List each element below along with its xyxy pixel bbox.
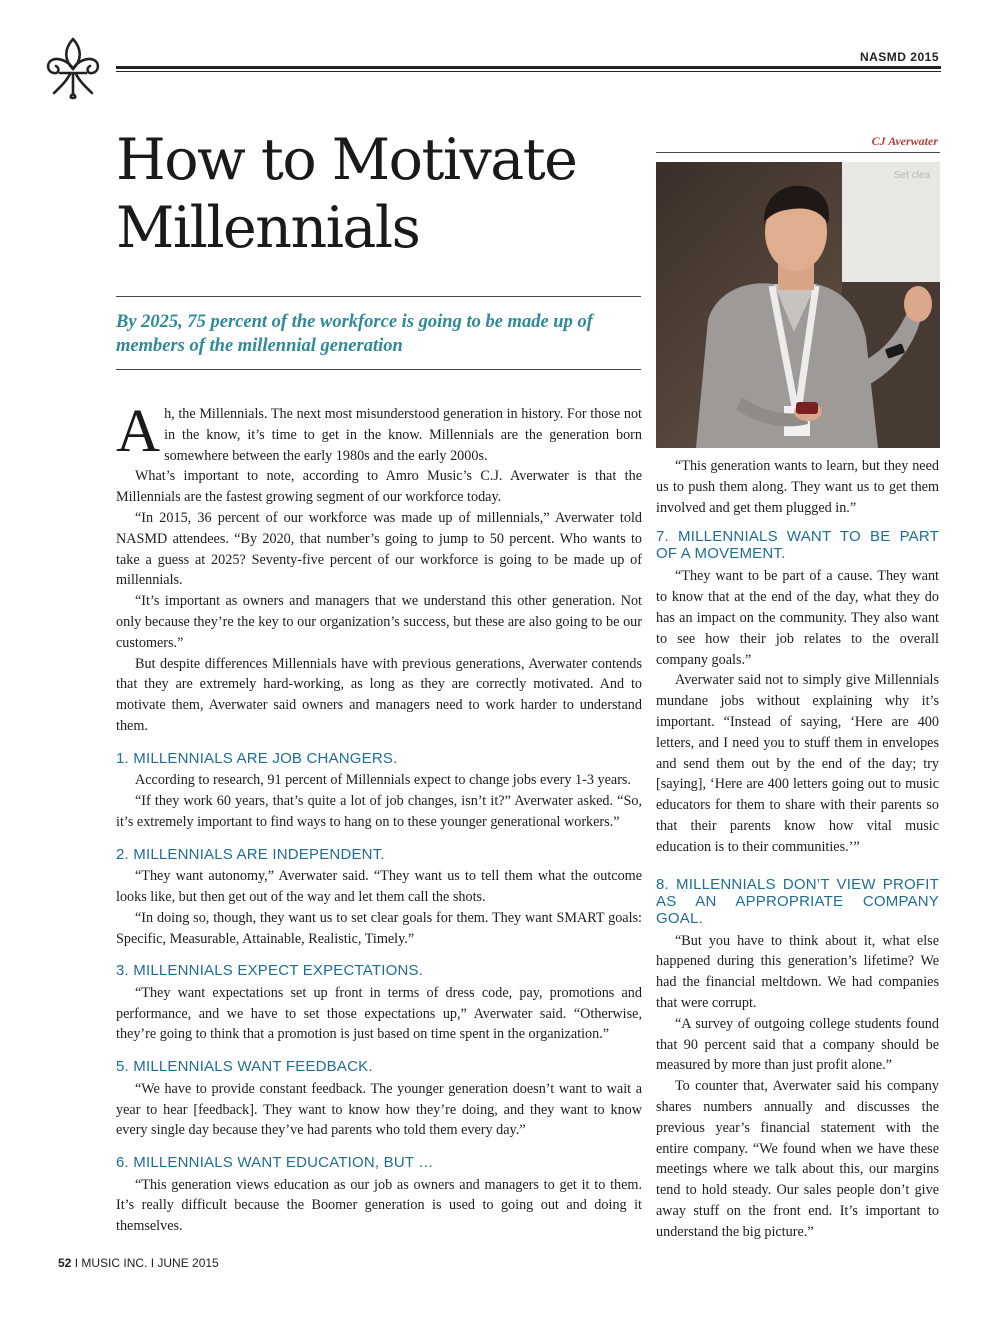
background-slide-text: Set clea <box>894 170 931 181</box>
section-2-heading: 2. MILLENNIALS ARE INDEPENDENT. <box>116 845 385 863</box>
section-1-paragraph-1: According to research, 91 percent of Millennials expect to change jobs every 1-3 years. <box>135 772 631 789</box>
page-number: 52 <box>58 1256 72 1270</box>
section-1-paragraph-2: “If they work 60 years, that’s quite a lot of job changes, isn’t it?” Averwater asked. “So, it’s extremely important to find ways to hang on to these younger generational workers.” <box>116 793 642 830</box>
header-rule-thin <box>116 71 941 72</box>
section-8-heading: 8. MILLENNIALS DON’T VIEW PROFIT AS AN APPROPRIATE COMPANY GOAL. <box>656 875 939 927</box>
speaker-photo <box>656 162 940 448</box>
intro-paragraph-4: “It’s important as owners and managers that we understand this other generation. Not only because they’re the key to our organization’s success, but these are also going to be our customers.” <box>116 593 642 651</box>
title-line-1: How to Motivate <box>116 127 577 193</box>
photo-rule <box>656 152 940 153</box>
section-6-paragraph-1: “This generation views education as our job as owners and managers to get it to them. It’s really difficult because the Boomer generation is used to going out and doing it themselves. <box>116 1176 642 1235</box>
header-rule-thick <box>116 66 941 69</box>
section-7-paragraph-2: Averwater said not to simply give Millennials mundane jobs without explaining why it’s important. “Instead of saying, ‘Here are 400 letters, and I need you to stuff them in envelopes and send them out by the end of the day; try [saying], ‘Here are 400 letters going out to music educators for them to share with their parents so that their parents know how vital music education is to their communities.’” <box>656 672 939 855</box>
photo-caption: CJ Averwater <box>871 134 938 148</box>
page-footer <box>58 1256 219 1270</box>
drop-cap: A <box>116 398 161 465</box>
section-7-paragraph-1: “They want to be part of a cause. They want to know that at the end of the day, what they do has an impact on the community. They also want to see how their job relates to the overall company goals.” <box>656 568 939 668</box>
section-2-paragraph-1: “They want autonomy,” Averwater said. “They want us to tell them what the outcome looks like, but then get out of the way and let them call the shots. <box>116 868 642 905</box>
header-section-label: NASMD 2015 <box>859 50 939 64</box>
right-paragraph-1: “This generation wants to learn, but they need us to push them along. They want us to get them involved and get them plugged in.” <box>656 458 939 516</box>
deck-rule-top <box>116 296 641 297</box>
section-1-heading: 1. MILLENNIALS ARE JOB CHANGERS. <box>116 749 398 767</box>
section-3-heading: 3. MILLENNIALS EXPECT EXPECTATIONS. <box>116 962 424 980</box>
footer-text: I MUSIC INC. I JUNE 2015 <box>71 1256 219 1270</box>
section-5-paragraph-1: “We have to provide constant feedback. The younger generation doesn’t want to wait a year to hear [feedback]. They want to know how they’re doing, and they want to know every single day because they’ve had parents who told them every day.” <box>116 1080 642 1139</box>
section-2-paragraph-2: “In doing so, though, they want us to set clear goals for them. They want SMART goals: Specific, Measurable, Attainable, Realistic, Timely.” <box>116 909 642 947</box>
article-deck: By 2025, 75 percent of the workforce is going to be made up of members of the millennial generation <box>116 312 593 356</box>
section-8-paragraph-3: To counter that, Averwater said his company shares numbers annually and discusses the previous year’s financial statement with the entire company. “We found when we have these meetings where we talk about this, our margins tend to hold steady. Our sales people don’t give away stuff on the front end. It’s important to understand the big picture.” <box>656 1078 939 1240</box>
section-5-heading: 5. MILLENNIALS WANT FEEDBACK. <box>116 1058 373 1076</box>
section-8-paragraph-1: “But you have to think about it, what else happened during this generation’s lifetime? We had the financial meltdown. We had companies that were corrupt. <box>656 932 939 1011</box>
section-7-heading: 7. MILLENNIALS WANT TO BE PART OF A MOVEMENT. <box>656 528 939 563</box>
title-line-2: Millennials <box>116 195 420 261</box>
intro-paragraph-3: “In 2015, 36 percent of our workforce was made up of millennials,” Averwater told NASMD attendees. “By 2020, that number’s going to jump to 50 percent. Who wants to take a guess at 2025? Seventy-five percent of our workforce is going to be made up of millennials. <box>116 509 642 589</box>
intro-paragraph-5: But despite differences Millennials have with previous generations, Averwater contends that they are extremely hard-working, as long as they are correctly motivated. And to motivate them, Averwater said owners and managers need to work harder to understand them. <box>116 655 642 734</box>
section-6-heading: 6. MILLENNIALS WANT EDUCATION, BUT … <box>116 1154 434 1172</box>
intro-paragraph-2: What’s important to note, according to Amro Music’s C.J. Averwater is that the Millennials are the fastest growing segment of our workforce today. <box>116 468 642 506</box>
section-3-paragraph-1: “They want expectations set up front in terms of dress code, pay, promotions and performance, and we have to set those expectations up,” Averwater said. “Otherwise, they’re going to think that a promotion is just based on time spent in the organization.” <box>116 984 642 1043</box>
right-body-column <box>656 456 939 1243</box>
section-8-paragraph-2: “A survey of outgoing college students found that 90 percent said that a company should be measured by more than just profit alone.” <box>656 1015 939 1074</box>
fleur-de-lis-icon <box>42 36 104 100</box>
deck-rule-bottom <box>116 369 641 370</box>
article-title <box>116 126 656 262</box>
intro-paragraph-1 <box>116 398 642 466</box>
intro-paragraph-1-text: h, the Millennials. The next most misunderstood generation in history. For those not in the know, it’s time to get in the know. Millennials are the generation born somewhere between the early 1980s and the early 2000s. <box>164 406 642 464</box>
left-body-column <box>116 398 642 1237</box>
